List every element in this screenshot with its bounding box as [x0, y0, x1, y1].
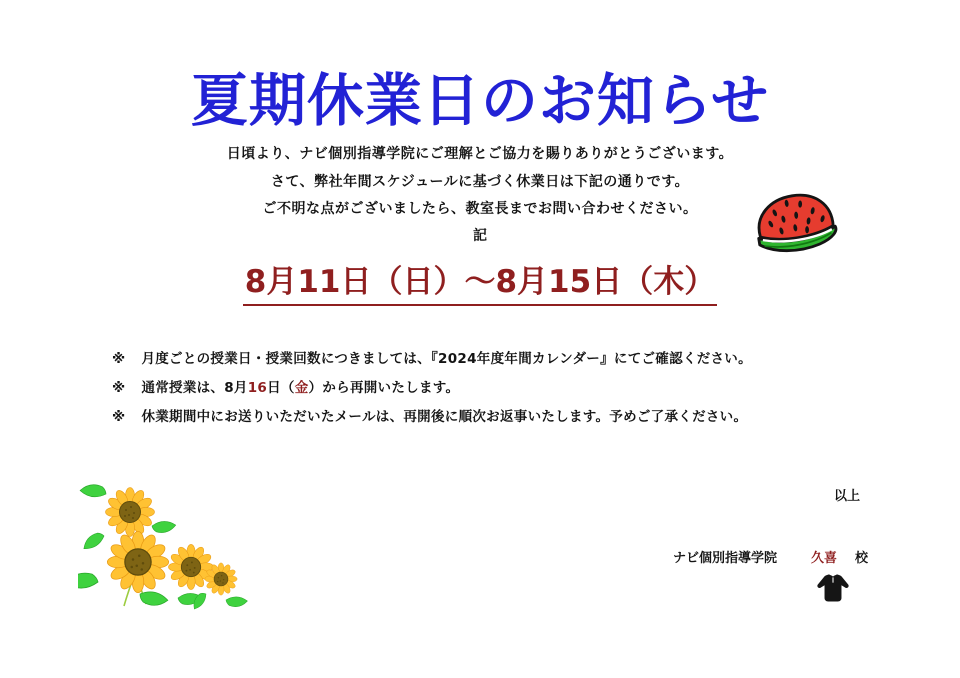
note-marker: ※: [112, 409, 126, 425]
closure-period-heading: 8月11日（日）～8月15日（木）: [243, 256, 717, 306]
closing-text: 以上: [833, 489, 860, 504]
note-text: [141, 350, 930, 369]
watermelon-slice-illustration: [747, 189, 844, 257]
note-text: [141, 408, 930, 427]
intro-line: 日頃より、ナビ個別指導学院にご理解とご協力を賜りありがとうございます。: [226, 146, 734, 162]
note-text-segment: 月度ごとの授業日・授業回数につきましては、『2024年度年間カレンダー』にてご確認ください。: [141, 351, 752, 367]
note-row: [112, 350, 930, 369]
note-text-segment: ）から再開いたします。: [308, 380, 460, 396]
note-text: [141, 379, 930, 398]
record-marker: 記: [473, 228, 487, 244]
note-text-segment: 休業期間中にお送りいただいたメールは、再開後に順次お返事いたします。予めご了承ください。: [141, 409, 748, 425]
note-row: [112, 379, 930, 398]
intro-line: ご不明な点がございましたら、教室長までお問い合わせください。: [262, 201, 698, 217]
branch-suffix-label: 校: [854, 551, 868, 566]
note-text-segment: 日（: [267, 380, 295, 396]
sunflower-cluster-illustration: [78, 476, 250, 618]
signature: [673, 547, 868, 566]
school-name-label: ナビ個別指導学院: [672, 551, 777, 566]
notes-list: [112, 350, 930, 437]
note-text-segment: 16: [247, 380, 268, 396]
note-marker: ※: [112, 351, 126, 367]
intro-line: さて、弊社年間スケジュールに基づく休業日は下記の通りです。: [270, 173, 690, 190]
branch-name-label: 久喜: [810, 551, 837, 566]
closure-period-wrap: [0, 256, 960, 306]
page-title: 夏期休業日のお知らせ: [190, 68, 770, 134]
note-text-segment: 金: [294, 380, 309, 396]
note-text-segment: 通常授業は、8月: [141, 380, 248, 396]
note-row: [112, 408, 930, 427]
note-marker: ※: [112, 380, 126, 396]
mascot-silhouette-icon: [815, 573, 851, 604]
